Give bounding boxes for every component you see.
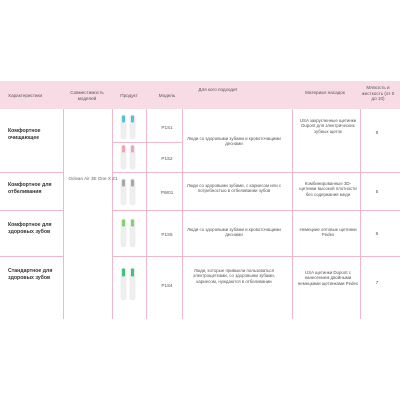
material-text: USA закругленные щетинки Dupont для электрических зубных щеток — [299, 118, 357, 134]
compatibility-text: Oclean Air 3E One X Z1 — [68, 176, 118, 181]
target-users-text: Люди со здоровыми зубами, с кариесом или с потребностью в отбеливании зубов — [186, 183, 282, 194]
row-divider — [113, 256, 400, 257]
softness-value: 5 — [375, 131, 379, 136]
brush-head-image — [119, 177, 139, 212]
material-text: USA щетинки Dupont с нанесением двойными немецкими щетинками Pedex — [297, 270, 359, 286]
material-text: Немецкие оптовые щетинки Pedex — [299, 227, 357, 238]
model-label: P1S5 — [161, 232, 173, 237]
softness-value: 5 — [375, 190, 379, 195]
column-divider — [146, 109, 147, 319]
feature-label: Комфортное для здоровых зубов — [8, 222, 52, 235]
row-divider — [0, 256, 63, 257]
header-model: Модель — [158, 93, 176, 98]
header-compatibility: Совместимость моделей — [70, 90, 104, 101]
feature-label: Стандартное для здоровых зубов — [8, 268, 53, 281]
model-label: P1S1 — [161, 125, 173, 130]
feature-label: Комфортное для отбеливания — [8, 182, 52, 195]
target-users-text: Люди со здоровыми зубами и кровоточащими деснами — [187, 136, 281, 147]
row-divider — [113, 172, 400, 173]
column-divider — [360, 109, 361, 319]
feature-label: Комфортное очищающее — [8, 128, 41, 141]
material-text: Комбинированные 3D-щетинки высокой плотности без содержания меди — [299, 181, 357, 197]
header-material: Материал насадок — [305, 90, 345, 95]
row-divider — [113, 210, 400, 211]
brush-head-image — [119, 113, 139, 146]
softness-value: 6 — [375, 232, 379, 237]
target-users-text: Люди, которые привыкли пользоваться электрощетками, со здоровыми зубами, кариесом, нуждаются в отбеливании — [193, 268, 275, 284]
brush-head-image — [119, 217, 139, 254]
target-users-text: Люди со здоровыми зубами и кровоточащими деснами — [187, 227, 281, 238]
header-characteristics: Характеристики — [8, 93, 43, 98]
row-divider — [0, 172, 63, 173]
softness-value: 7 — [375, 281, 379, 286]
model-label: PW01 — [160, 190, 174, 195]
header-softness: Мягкость и жесткость (от 0 до 10) — [361, 85, 395, 101]
header-product: Продукт — [120, 93, 138, 98]
column-divider — [182, 109, 183, 319]
brush-head-image — [119, 143, 139, 176]
row-divider — [0, 210, 63, 211]
column-divider — [292, 109, 293, 319]
column-divider — [63, 109, 64, 319]
column-divider — [112, 109, 113, 319]
model-label: P1S2 — [161, 156, 173, 161]
model-label: P1S4 — [161, 283, 173, 288]
brush-p1s1 — [121, 115, 126, 139]
header-who: Для кого подходит — [198, 87, 238, 92]
brush-head-image — [119, 266, 139, 307]
